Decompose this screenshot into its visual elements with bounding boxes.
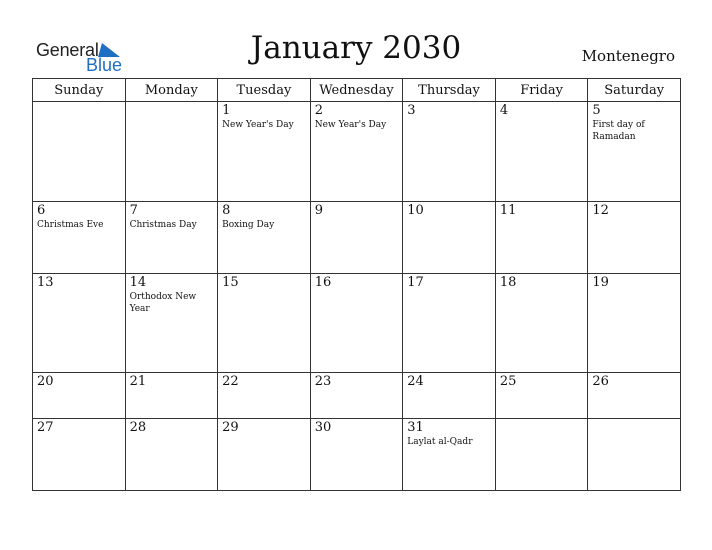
day-number: 22 <box>222 374 239 390</box>
day-cell <box>310 102 403 202</box>
day-cell <box>33 273 126 373</box>
day-number: 10 <box>407 202 424 218</box>
logo-word-blue: Blue <box>86 55 123 75</box>
day-number: 16 <box>314 274 332 290</box>
day-number: 30 <box>314 419 332 435</box>
day-cell <box>403 273 496 373</box>
day-cell <box>218 418 311 490</box>
day-cell <box>125 201 218 273</box>
weekday-header-row <box>33 79 681 102</box>
day-number: 29 <box>222 419 239 435</box>
day-number: 6 <box>37 202 46 218</box>
day-cell <box>310 373 403 418</box>
holiday-label: Boxing Day <box>222 219 275 230</box>
day-number: 28 <box>129 419 147 435</box>
day-cell <box>588 273 681 373</box>
day-number: 3 <box>407 103 416 118</box>
day-cell <box>218 273 311 373</box>
week-row <box>33 373 681 418</box>
day-number: 13 <box>37 274 54 290</box>
day-cell <box>33 418 126 490</box>
day-cell <box>403 102 496 202</box>
day-cell <box>218 373 311 418</box>
day-cell <box>33 373 126 418</box>
country-label: Montenegro <box>581 47 675 65</box>
week-row <box>33 201 681 273</box>
day-number: 9 <box>314 202 323 218</box>
day-number: 25 <box>499 374 517 390</box>
day-number: 18 <box>499 274 517 290</box>
day-cell <box>588 201 681 273</box>
day-number: 26 <box>592 374 609 390</box>
day-cell <box>495 201 588 273</box>
holiday-label: Christmas Eve <box>37 219 104 230</box>
day-number: 7 <box>129 202 138 218</box>
day-cell <box>218 102 311 202</box>
day-number: 5 <box>592 103 601 118</box>
weekday-friday: Friday <box>495 79 588 102</box>
day-cell <box>588 102 681 202</box>
day-cell <box>588 418 681 490</box>
calendar-grid <box>32 78 681 491</box>
day-cell <box>33 102 126 202</box>
day-cell <box>310 418 403 490</box>
day-cell <box>403 201 496 273</box>
calendar-title: January 2030 <box>250 30 462 66</box>
weekday-wednesday: Wednesday <box>310 79 403 102</box>
day-cell <box>33 201 126 273</box>
day-number: 17 <box>407 274 424 290</box>
day-cell <box>495 373 588 418</box>
day-cell <box>495 418 588 490</box>
day-cell <box>125 273 218 373</box>
week-row <box>33 273 681 373</box>
day-number: 23 <box>314 374 332 390</box>
day-cell <box>403 373 496 418</box>
day-number: 4 <box>499 103 509 118</box>
day-cell <box>125 102 218 202</box>
day-number: 20 <box>37 374 54 390</box>
day-cell <box>125 418 218 490</box>
day-number: 8 <box>222 202 231 218</box>
day-number: 12 <box>592 202 609 218</box>
day-number: 14 <box>129 274 147 290</box>
day-cell <box>403 418 496 490</box>
day-cell <box>495 273 588 373</box>
day-cell <box>588 373 681 418</box>
week-row <box>33 102 681 202</box>
weekday-tuesday: Tuesday <box>218 79 311 102</box>
holiday-label: Christmas Day <box>129 219 197 230</box>
holiday-label: Orthodox New Year <box>129 291 197 314</box>
day-number: 1 <box>222 103 231 118</box>
holiday-label: New Year's Day <box>314 120 387 130</box>
weekday-saturday: Saturday <box>588 79 681 102</box>
day-cell <box>310 273 403 373</box>
day-number: 2 <box>314 103 323 118</box>
calendar-body <box>33 102 681 491</box>
day-number: 31 <box>407 419 424 435</box>
weekday-sunday: Sunday <box>33 79 126 102</box>
week-row <box>33 418 681 490</box>
day-number: 11 <box>499 202 517 218</box>
weekday-monday: Monday <box>125 79 218 102</box>
day-cell <box>218 201 311 273</box>
holiday-label: New Year's Day <box>222 120 294 130</box>
day-cell <box>495 102 588 202</box>
day-cell <box>310 201 403 273</box>
weekday-thursday: Thursday <box>403 79 496 102</box>
day-number: 27 <box>37 419 54 435</box>
holiday-label: Laylat al-Qadr <box>407 436 473 447</box>
day-number: 24 <box>407 374 424 390</box>
day-number: 19 <box>592 274 609 290</box>
day-cell <box>125 373 218 418</box>
day-number: 21 <box>129 374 147 390</box>
holiday-label: First day of Ramadan <box>592 120 645 142</box>
logo-word-general: General <box>36 40 99 60</box>
day-number: 15 <box>222 274 239 290</box>
